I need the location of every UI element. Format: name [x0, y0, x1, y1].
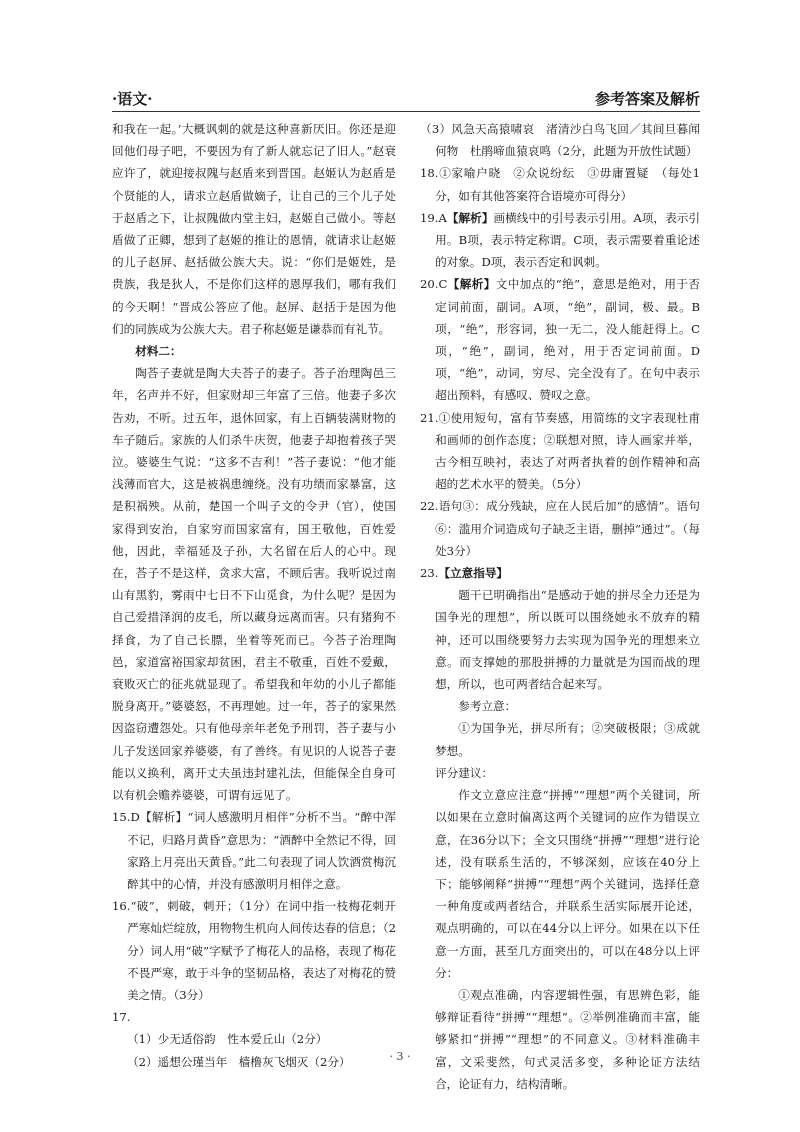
subject-label: ·语文· [112, 90, 153, 108]
page-number: · 3 · [389, 1050, 411, 1063]
guidance-tag: 【立意指导】 [438, 566, 509, 581]
analysis-tag: 【解析】 [446, 210, 494, 225]
answer-17-item-2: （2）遥想公瑾当年 樯橹灰飞烟灭（2分） [127, 1054, 351, 1069]
material-1-translation: 和我在一起。’大概讽刺的就是这种喜新厌旧。你还是迎回他们母子吧，不要因为有了新人就忘记了旧人。”赵衰应许了，就迎接叔隗与赵盾来到晋国。赵姬认为赵盾是个贤能的人，请求立赵盾做嫡子，让自己的三个儿子处于赵盾之下，让叔隗做内堂主妇，赵姬自己做小。等赵盾做了正卿，想到了赵姬的推让的恩情，就请求让赵姬的儿子赵屏、赵括做公族大夫。说：“你们是姬姓，是贵族，我是狄人，不是你们这样的恩厚我们，哪有我们的今天啊！”晋成公答应了他。赵屏、赵括于是因为他们的同族成为公族大夫。君子称赵姬是谦恭而有礼节。 [112, 122, 396, 336]
material-2-heading: 材料二： [135, 344, 182, 359]
right-column [420, 118, 700, 1095]
answer-23-guidance: 题干已明确指出“是感动于她的拼尽全力还是为国争光的理想”，所以既可以围绕她永不放弃的精神，还可以围绕要努力去实现为国争光的理想来立意。而支撑她的那股拼搏的力量就是为国而战的理想，所以，也可两者结合起来写。 [435, 588, 700, 692]
answer-20-text: 文中加点的“绝”，意思是绝对，用于否定词前面，副词。A项，“绝”，副词，极、最。B项，“绝”，形容词，独一无二，没人能赶得上。C项，“绝”，副词，绝对，用于否定词前面。D项，“绝”，动词，穷尽、完全没有了。在句中表示超出预料，有感叹、赞叹之意。 [435, 277, 700, 403]
answer-17-item-1: （1）少无适俗韵 性本爱丘山（2分） [127, 1032, 328, 1047]
answer-19 [420, 207, 700, 274]
header-divider [112, 111, 700, 112]
scoring-guidance-2: ①观点准确，内容逻辑性强，有思辨色彩，能够辩证看待“拼搏”“理想”。②举例准确而丰富，能够紧扣“拼搏”“理想”的不同意义。③材料准确丰富，文采斐然，句式灵活多变，多种论证方法结合，论证有力，结构清晰。 [435, 987, 700, 1091]
left-column [112, 118, 396, 1073]
answer-17-item-3: （3）风急天高猿啸哀 渚清沙白鸟飞回／其间旦暮闻何物 杜鹃啼血猿哀鸣（2分，此题为开放性试题） [420, 122, 700, 159]
page-header [112, 88, 700, 110]
answer-20 [420, 273, 700, 406]
answer-23-heading [420, 562, 700, 584]
answer-22: 22.语句③：成分残缺，应在人民后加“的感情”。语句⑥：滥用介词造成句子缺乏主语，删掉“通过”。（每处3分） [420, 499, 700, 558]
material-2-translation: 陶荅子妻就是陶大夫荅子的妻子。荅子治理陶邑三年，名声并不好，但家财却三年富了三倍。他妻子多次告劝，不听。过五年，退休回家，有上百辆装满财物的车子随后。家族的人们杀牛庆贺，他妻子却抱着孩子哭泣。婆婆生气说：“这多不吉利！”荅子妻说：“他才能浅薄而官大，这是被祸患缠绕。没有功绩而家暴富，这是积祸殃。从前，楚国一个叫子文的令尹（官），使国家得到安治，自家穷而国家富有，国王敬他，百姓爱他，因此，幸福延及子孙，大名留在后人的心中。现在，荅子不是这样，贪求大富，不顾后害。我听说过南山有黑豹，雾雨中七日不下山觅食，为什么呢？是因为自己爱措泽润的皮毛，所以藏身远离而害。只有猪狗不择食，为了自己长膘，坐着等死而已。今荅子治理陶邑，家道富裕国家却贫困，君主不敬重，百姓不爱戴，衰败灭亡的征兆就显现了。希望我和年幼的小儿子都能脱身离开。”婆婆怒，不再理她。过一年，荅子的家果然因盗窃遭怨处。只有他母亲年老免予刑罚，荅子妻与小儿子发送回家养婆婆，有了善终。有见识的人说荅子妻能以义换利，离开丈夫虽违封建礼法，但能保全自身可以有机会赡养婆婆，可谓有远见了。 [112, 366, 396, 803]
scoring-guidance-1: 作文立意应注意“拼搏”“理想”两个关键词，所以如果在立意时偏离这两个关键词的应作为错误立意，在36分以下；全文只围绕“拼搏”“理想”进行论述，没有联系生活的，不够深刻，应该在40分上下；能够阐释“拼搏”“理想”两个关键词，选择任意一种角度或两者结合，并联系生活实际展开论述，观点明确的，可以在44分以上评分。如果在以下任意一方面，甚至几方面突出的，可以在48分以上评分： [435, 788, 700, 980]
header-title: 参考答案及解析 [594, 90, 700, 108]
answer-15: 15.D【解析】“词人感激明月相伴”分析不当。“醉中浑不记，归路月黄昏”意思为：“酒醉中全然记不得，回家路上月亮出天黄昏。”此二句表现了词人饮酒赏梅沉醉其中的心情，并没有感激明月相伴之意。 [112, 810, 396, 891]
answer-18: 18.①家喻户晓 ②众说纷纭 ③毋庸置疑 （每处1分，如有其他答案符合语境亦可得分） [420, 166, 700, 203]
answer-19-text: 画横线中的引号表示引用。A项，表示引用。B项，表示特定称谓。C项，表示需要着重论述的对象。D项，表示否定和讽刺。 [435, 210, 700, 270]
answer-16: 16.“破”，刺破，刺开；（1分）在词中指一枝梅花刺开严寒灿烂绽放，用物物生机向人间传达春的信息；（2分）词人用“破”字赋予了梅花人的品格，表现了梅花不畏严寒，敢于斗争的坚韧品格，表达了对梅花的赞美之情。（3分） [112, 899, 396, 1002]
answer-17-label: 17. [112, 1010, 131, 1025]
reference-ideas-label: 参考立意： [458, 699, 517, 714]
answer-21: 21.①使用短句，富有节奏感，用简练的文字表现杜甫和画师的创作态度；②联想对照，诗人画家并举，古今相互映衬，表达了对两者执着的创作精神和高超的艺术水平的赞美。（5分） [420, 410, 700, 492]
answer-19-number: 19.A [420, 210, 447, 225]
scoring-label: 评分建议： [435, 765, 494, 780]
answer-20-number: 20.C [420, 277, 448, 292]
reference-ideas: ①为国争光，拼尽所有；②突破极限；③成就梦想。 [435, 721, 700, 758]
answer-23-number: 23. [420, 566, 439, 581]
analysis-tag: 【解析】 [447, 277, 496, 292]
